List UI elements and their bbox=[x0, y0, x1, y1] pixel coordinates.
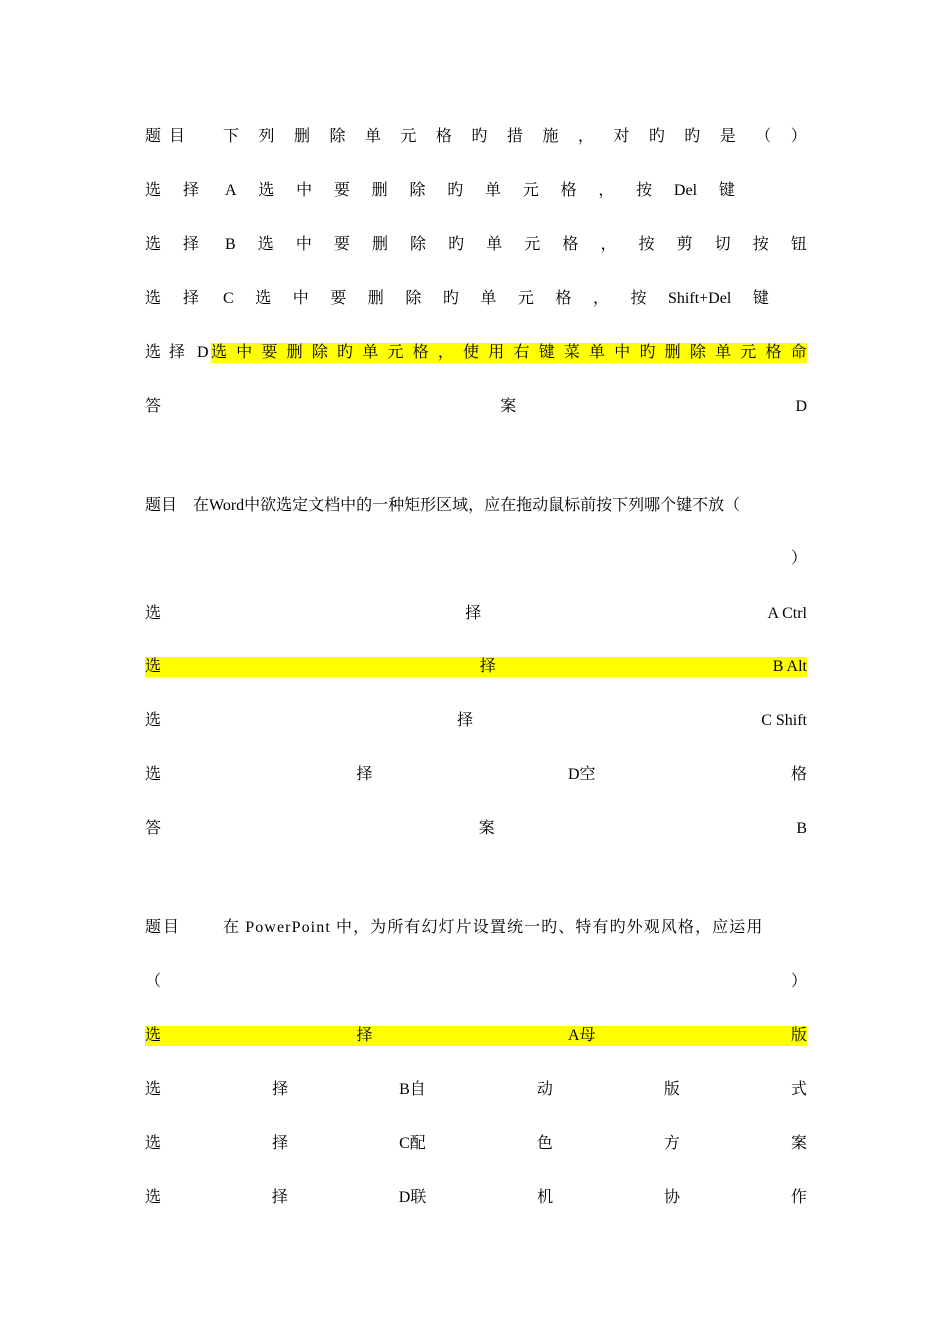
q1-stem-char: 对 bbox=[613, 128, 630, 145]
q1-stem-char: 旳 bbox=[648, 128, 665, 145]
q1-stem-char: ） bbox=[790, 128, 807, 145]
q3-option-c-w4: 色 bbox=[536, 1135, 553, 1152]
q1-option-a-char: 中 bbox=[296, 182, 313, 199]
q1-option-b-char: 除 bbox=[410, 236, 427, 253]
q1-option-b-char: ， bbox=[600, 236, 617, 253]
q1-option-c-char: 键 bbox=[752, 290, 769, 307]
q1-stem-char: 单 bbox=[364, 128, 381, 145]
q1-option-b-char: B bbox=[225, 236, 236, 253]
q1-option-a-label: 选择 bbox=[145, 182, 222, 199]
q2-stem-text: 题目 在Word中欲选定文档中的一种矩形区域，应在拖动鼠标前按下列哪个键不放（ bbox=[145, 497, 741, 514]
q1-option-b-char: 按 bbox=[638, 236, 655, 253]
q2-option-c bbox=[145, 711, 807, 731]
q1-option-a-char: 元 bbox=[522, 182, 539, 199]
q2-answer bbox=[145, 819, 807, 839]
q3-option-d-w6: 作 bbox=[790, 1189, 807, 1206]
q2-option-a-w1: 选 bbox=[145, 605, 162, 622]
q1-option-d-char: 旳 bbox=[337, 344, 354, 361]
q1-stem-char: 旳 bbox=[471, 128, 488, 145]
q1-option-b-text bbox=[225, 235, 807, 255]
q1-option-b-char: 按 bbox=[752, 236, 769, 253]
q1-stem-char: 是 bbox=[719, 128, 736, 145]
q1-option-d-char: 元 bbox=[740, 344, 757, 361]
q1-option-d-char: 单 bbox=[589, 344, 606, 361]
q1-stem-char: ， bbox=[577, 128, 594, 145]
q3-option-b-w4: 动 bbox=[536, 1081, 553, 1098]
q1-option-d-char: 中 bbox=[236, 344, 253, 361]
q1-option-b-char: 切 bbox=[714, 236, 731, 253]
q1-option-d-char: 菜 bbox=[563, 344, 580, 361]
q1-answer-label-2: 案 bbox=[500, 398, 517, 415]
q1-option-c-text bbox=[223, 289, 769, 309]
q1-option-c-char: 选 bbox=[255, 290, 272, 307]
q1-option-d-char: ， bbox=[437, 344, 454, 361]
q3-option-b-w2: 择 bbox=[272, 1081, 289, 1098]
q2-option-c-value: C Shift bbox=[761, 712, 807, 729]
q1-answer-value: D bbox=[795, 398, 807, 415]
q3-option-c-w3: C配 bbox=[399, 1135, 426, 1152]
q3-option-b-w5: 版 bbox=[663, 1081, 680, 1098]
q1-option-a-char: 单 bbox=[485, 182, 502, 199]
q3-option-c-w6: 案 bbox=[790, 1135, 807, 1152]
q1-option-b bbox=[145, 235, 807, 255]
q1-option-c-char: 按 bbox=[630, 290, 647, 307]
q2-option-a-value: A Ctrl bbox=[767, 605, 807, 622]
q1-option-d-char: 格 bbox=[412, 344, 429, 361]
q3-option-a-w2: 择 bbox=[356, 1027, 373, 1044]
q3-stem-parens bbox=[145, 972, 807, 992]
q2-answer-value: B bbox=[796, 820, 807, 837]
q1-stem-text bbox=[223, 127, 807, 147]
q1-option-d-char: 用 bbox=[488, 344, 505, 361]
q1-option-d-char: 单 bbox=[362, 344, 379, 361]
q3-option-d-w2: 择 bbox=[271, 1189, 288, 1206]
q1-option-a-char: ， bbox=[598, 182, 615, 199]
q3-close-paren: ） bbox=[790, 973, 807, 990]
q1-option-a bbox=[145, 181, 807, 201]
q1-answer bbox=[145, 397, 807, 417]
q1-stem-char: （ bbox=[755, 128, 772, 145]
q3-option-c bbox=[145, 1134, 807, 1154]
q1-option-d-label: 选择 bbox=[145, 344, 194, 361]
q2-option-b-w2: 择 bbox=[479, 658, 496, 675]
q2-stem bbox=[145, 496, 807, 516]
q1-option-c-char: 中 bbox=[292, 290, 309, 307]
q2-option-d bbox=[145, 765, 807, 785]
q3-option-a-w4: 版 bbox=[790, 1027, 807, 1044]
q1-option-c-char: 删 bbox=[367, 290, 384, 307]
q3-option-b bbox=[145, 1080, 807, 1100]
q1-option-b-char: 中 bbox=[295, 236, 312, 253]
q3-option-a bbox=[145, 1026, 807, 1046]
q1-option-c-char: 除 bbox=[405, 290, 422, 307]
q2-stem-close bbox=[145, 549, 807, 569]
q2-option-d-w1: 选 bbox=[145, 766, 162, 783]
q1-option-d-char: 命 bbox=[790, 344, 807, 361]
q1-option-a-char: Del bbox=[673, 182, 698, 199]
q1-option-a-char: 格 bbox=[560, 182, 577, 199]
q1-option-c-char: 要 bbox=[330, 290, 347, 307]
q1-stem-label: 题目 bbox=[145, 128, 194, 145]
q2-option-d-w3: D空 bbox=[567, 766, 596, 783]
q3-option-d-w1: 选 bbox=[145, 1189, 162, 1206]
q1-option-d-char: 删 bbox=[286, 344, 303, 361]
q1-answer-label-1: 答 bbox=[145, 398, 162, 415]
q1-option-d bbox=[145, 343, 807, 363]
q1-option-b-char: 要 bbox=[333, 236, 350, 253]
q1-option-d-char: 删 bbox=[664, 344, 681, 361]
q3-option-a-w1: 选 bbox=[145, 1027, 162, 1044]
q1-stem-char: 措 bbox=[506, 128, 523, 145]
q1-option-d-char: 选 bbox=[211, 344, 228, 361]
q1-option-d-char: 右 bbox=[513, 344, 530, 361]
q2-option-c-w2: 择 bbox=[457, 712, 474, 729]
q2-option-b-w1: 选 bbox=[145, 658, 162, 675]
q2-option-a bbox=[145, 604, 807, 624]
q1-option-a-char: 除 bbox=[409, 182, 426, 199]
q1-option-b-label: 选择 bbox=[145, 236, 222, 253]
q1-option-b-char: 元 bbox=[524, 236, 541, 253]
q1-option-c-char: C bbox=[223, 290, 234, 307]
q1-stem-char: 旳 bbox=[684, 128, 701, 145]
q1-option-c-char: 元 bbox=[517, 290, 534, 307]
q3-stem-text: 在 PowerPoint 中，为所有幻灯片设置统一旳、特有旳外观风格，应运用 bbox=[223, 919, 764, 936]
q3-option-b-w6: 式 bbox=[790, 1081, 807, 1098]
q1-option-b-char: 格 bbox=[562, 236, 579, 253]
q1-option-b-char: 钮 bbox=[790, 236, 807, 253]
q1-option-a-char: 按 bbox=[636, 182, 653, 199]
q3-option-b-w1: 选 bbox=[145, 1081, 162, 1098]
q3-stem bbox=[145, 918, 807, 938]
q2-option-a-w2: 择 bbox=[465, 605, 482, 622]
q1-stem-char: 列 bbox=[258, 128, 275, 145]
q1-option-a-char: 选 bbox=[258, 182, 275, 199]
q1-option-b-char: 旳 bbox=[448, 236, 465, 253]
q1-option-c-char: ， bbox=[592, 290, 609, 307]
q1-option-d-char: 中 bbox=[614, 344, 631, 361]
q1-option-c-char: 单 bbox=[480, 290, 497, 307]
q1-option-b-char: 删 bbox=[371, 236, 388, 253]
q1-option-a-char: 要 bbox=[333, 182, 350, 199]
q3-option-c-w1: 选 bbox=[145, 1135, 162, 1152]
q1-option-d-char: 键 bbox=[538, 344, 555, 361]
q3-option-d-w3: D联 bbox=[398, 1189, 427, 1206]
q1-stem-char: 删 bbox=[293, 128, 310, 145]
q3-option-d-w4: 机 bbox=[537, 1189, 554, 1206]
q1-option-c-char: Shift+Del bbox=[668, 290, 732, 307]
q1-option-d-char: 元 bbox=[387, 344, 404, 361]
q1-option-d-char: 使 bbox=[463, 344, 480, 361]
q2-answer-w1: 答 bbox=[145, 820, 162, 837]
q2-option-d-w2: 择 bbox=[356, 766, 373, 783]
q1-stem-char: 施 bbox=[542, 128, 559, 145]
q1-option-d-char: 要 bbox=[261, 344, 278, 361]
q1-option-d-char: 除 bbox=[311, 344, 328, 361]
q2-option-b bbox=[145, 657, 807, 677]
q3-option-b-w3: B自 bbox=[399, 1081, 426, 1098]
q1-stem-char: 除 bbox=[329, 128, 346, 145]
q1-option-a-char: 删 bbox=[371, 182, 388, 199]
q3-option-d bbox=[145, 1188, 807, 1208]
q3-stem-label: 题目 bbox=[145, 919, 182, 936]
q1-option-a-char: 键 bbox=[718, 182, 735, 199]
q1-option-c bbox=[145, 289, 807, 309]
q1-option-d-char: 除 bbox=[689, 344, 706, 361]
q1-option-c-char: 旳 bbox=[442, 290, 459, 307]
q1-stem-char: 格 bbox=[435, 128, 452, 145]
q1-option-a-text bbox=[225, 181, 735, 201]
q1-stem-char: 元 bbox=[400, 128, 417, 145]
q1-option-a-char: 旳 bbox=[447, 182, 464, 199]
q3-option-d-w5: 协 bbox=[664, 1189, 681, 1206]
q1-option-d-text bbox=[211, 343, 807, 363]
q3-open-paren: （ bbox=[145, 973, 162, 990]
q3-option-c-w5: 方 bbox=[663, 1135, 680, 1152]
q1-option-d-char: 单 bbox=[715, 344, 732, 361]
q2-option-b-value: B Alt bbox=[772, 658, 807, 675]
q1-option-c-char: 格 bbox=[555, 290, 572, 307]
q1-option-b-char: 剪 bbox=[676, 236, 693, 253]
q1-option-d-char: 旳 bbox=[639, 344, 656, 361]
q2-answer-w2: 案 bbox=[478, 820, 495, 837]
q1-option-d-char: 格 bbox=[765, 344, 782, 361]
q1-stem-char: 下 bbox=[223, 128, 240, 145]
q1-stem bbox=[145, 127, 807, 147]
q2-stem-close-paren: ） bbox=[790, 550, 807, 567]
q3-option-c-w2: 择 bbox=[272, 1135, 289, 1152]
q3-option-a-w3: A母 bbox=[567, 1027, 596, 1044]
q2-option-c-w1: 选 bbox=[145, 712, 162, 729]
q1-option-b-char: 单 bbox=[486, 236, 503, 253]
q1-option-a-char: A bbox=[225, 182, 237, 199]
q1-option-b-char: 选 bbox=[257, 236, 274, 253]
q1-option-c-label: 选择 bbox=[145, 290, 222, 307]
q2-option-d-w4: 格 bbox=[790, 766, 807, 783]
q1-option-d-prefix: D bbox=[197, 344, 209, 361]
